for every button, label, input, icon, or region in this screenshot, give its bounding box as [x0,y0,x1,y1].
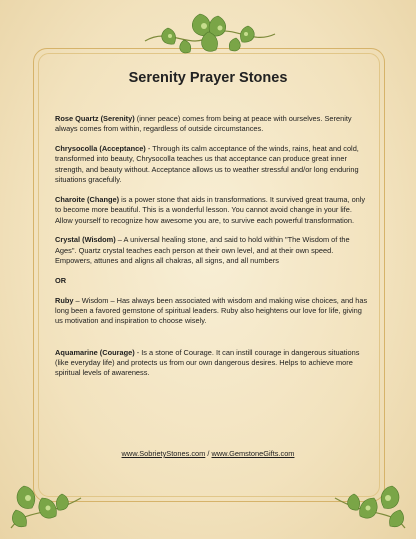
bottom-right-vine-ornament [330,468,410,536]
stone-text: (inner peace) comes from being at peace with ourselves. Serenity always comes from within, regardless of outside circumstances. [55,114,352,134]
stone-name: Aquamarine (Courage) [55,347,135,357]
stone-chrysocolla [55,144,371,185]
stone-name: Crystal (Wisdom) [55,235,116,245]
stone-charoite [55,195,371,226]
stone-descriptions [55,114,371,388]
stone-name: Ruby [55,295,74,305]
bottom-left-vine-ornament [6,468,86,536]
stone-aquamarine [55,348,371,379]
stone-text: – A universal healing stone, and said to hold within "The Wisdom of the Ages". Quartz crystal teaches each person at their own level, and at their own speed. Empowers, attunes and aligns all chakras, all signs, and all numbers [55,235,350,266]
sobriety-stones-link[interactable]: www.SobrietyStones.com [121,449,206,458]
stone-crystal [55,235,371,266]
stone-text: - Is a stone of Courage. It can instill courage in dangerous situations (like everyday life) and protects us from our own dangerous desires. Helps to achieve more spiritual levels of awareness. [55,347,360,378]
stone-ruby [55,296,371,327]
top-vine-ornament [140,6,280,66]
stone-rose-quartz [55,114,371,135]
stone-text: – Wisdom – Has always been associated with wisdom and making wise choices, and has long been a favored gemstone of spiritual leaders. Ruby also heightens our love for life, giving us motivation and inspiration to choose wisely. [55,295,368,326]
website-links [0,449,416,458]
link-separator: / [205,449,212,458]
or-separator: OR [55,275,67,285]
page-title: Serenity Prayer Stones [128,70,288,86]
stone-text: - Through its calm acceptance of the winds, rains, heat and cold, transformed into beauty, Chrysocolla teaches us that acceptance can produce great inner strength, and beauty without. Acceptance allows us to weather stressful and/or long enduring situations gracefully. [55,144,359,185]
stone-name: Charoite (Change) [55,194,120,204]
stone-name: Chrysocolla (Acceptance) [55,144,146,154]
gemstone-gifts-link[interactable]: www.GemstoneGifts.com [211,449,295,458]
stone-name: Rose Quartz (Serenity) [55,114,135,123]
stone-text: is a power stone that aids in transformations. It survived great trauma, only to become more beautiful. This is a wonderful lesson. You cannot avoid change in your life. Allow yourself to recognize how awesome you are, to survive each powerful transformation. [55,194,366,225]
